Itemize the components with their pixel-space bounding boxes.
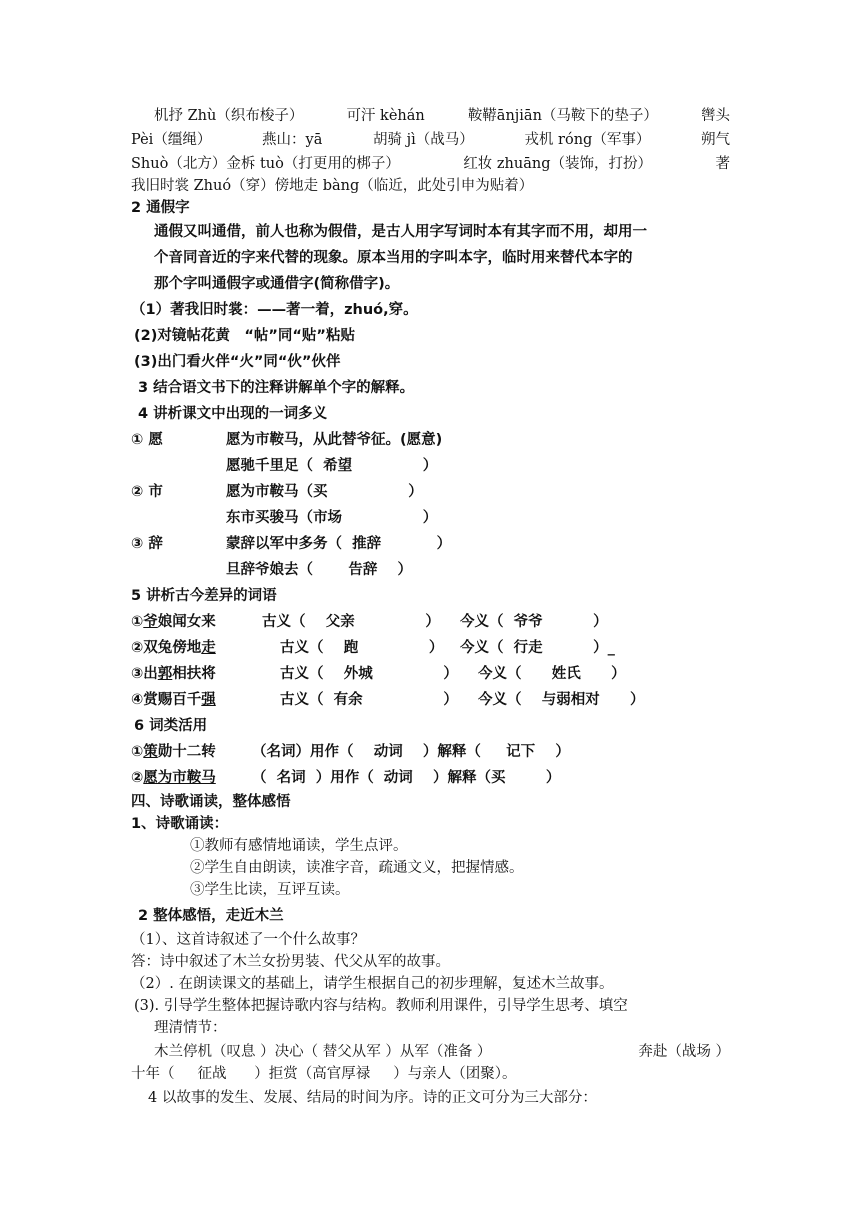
section-heading-4: 4 讲析课文中出现的一词多义: [138, 406, 328, 422]
vocab-line-4: 我旧时裳 Zhuó（穿）傍地走 bàng（临近，此处引申为贴着）: [131, 178, 534, 194]
word-class-explain: （名词）用作（ 动词 ）解释（ 记下 ）: [252, 744, 570, 760]
vocab-line-1: [154, 106, 730, 126]
gujin-modern: 今义（ 姓氏 ）: [478, 666, 626, 682]
word-class-row: ②愿为市鞍马: [131, 770, 216, 786]
vocab-item: 红妆 zhuāng（装饰，打扮）: [463, 156, 653, 172]
polysemy-sentence: 蒙辞以军中多务（ 推辞 ）: [226, 536, 452, 552]
question-3-cont: 理清情节：: [154, 1020, 227, 1036]
section-heading-3: 3 结合语文书下的注释讲解单个字的解释。: [138, 380, 415, 396]
gujin-modern: 今义（ 行走 ）_: [460, 640, 615, 656]
subheading-recite: 1、诗歌诵读：: [131, 816, 229, 832]
vocab-item: 著: [715, 156, 730, 172]
vocab-item: 燕山：yā: [262, 132, 323, 148]
last-line: 4 以故事的发生、发展、结局的时间为序。诗的正文可分为三大部分：: [148, 1090, 597, 1106]
vocab-item: 鞍鞯ānjiān（马鞍下的垫子）: [467, 108, 658, 124]
plot-seg: 奔赴（战场 ）: [638, 1044, 730, 1060]
gujin-ancient: 古义（ 父亲 ）: [262, 614, 440, 630]
gujin-modern: 今义（ 爷爷 ）: [460, 614, 608, 630]
gujin-ancient: 古义（ 跑 ）: [280, 640, 444, 656]
gujin-ancient: 古义（ 有余 ）: [280, 692, 458, 708]
polysemy-sentence: 愿驰千里足（ 希望 ）: [226, 458, 438, 474]
tongjia-example-1: （1）著我旧时裳：——著一着，zhuó,穿。: [131, 302, 418, 318]
tongjia-para-1: 通假又叫通借，前人也称为假借，是古人用字写词时本有其字而不用，却用一: [154, 224, 647, 240]
tongjia-example-2: (2)对镜帖花黄 “帖”同“贴”粘贴: [134, 328, 355, 344]
recite-step: ①教师有感情地诵读，学生点评。: [190, 838, 408, 854]
vocab-line-2: [131, 130, 730, 150]
recite-step: ③学生比读，互评互读。: [190, 882, 350, 898]
polysemy-label: ③ 辞: [131, 536, 163, 552]
vocab-item: Shuò（北方）金柝 tuò（打更用的梆子）: [131, 156, 400, 172]
plot-line-2: 十年（ 征战 ）拒赏（高官厚禄 ）与亲人（团聚）。: [131, 1066, 517, 1082]
question-2: （2）. 在朗读课文的基础上，请学生根据自己的初步理解，复述木兰故事。: [131, 976, 614, 992]
answer-1: 答：诗中叙述了木兰女扮男装、代父从军的故事。: [131, 954, 450, 970]
gujin-word: ①爷娘闻女来: [131, 614, 216, 630]
tongjia-para-2: 个音同音近的字来代替的现象。原本当用的字叫本字，临时用来替代本字的: [154, 250, 633, 266]
gujin-word: ③出郭相扶将: [131, 666, 216, 682]
polysemy-sentence: 旦辞爷娘去（ 告辞 ）: [226, 562, 413, 578]
polysemy-label: ① 愿: [131, 432, 163, 448]
vocab-item: 可汗 kèhán: [346, 108, 425, 124]
tongjia-para-3: 那个字叫通假字或通借字(简称借字)。: [154, 276, 400, 292]
vocab-item: 辔头: [700, 108, 730, 124]
plot-line-1: [154, 1042, 730, 1062]
vocab-item: Pèi（缰绳）: [131, 132, 212, 148]
section-heading-6: 6 词类活用: [134, 718, 208, 734]
word-class-row: ①策勋十二转: [131, 744, 216, 760]
polysemy-sentence: 愿为市鞍马，从此替爷征。(愿意): [226, 432, 443, 448]
word-class-explain: （ 名词 ）用作（ 动词 ）解释（买 ）: [252, 770, 561, 786]
plot-seg: 木兰停机（叹息 ）决心（ 替父从军 ）从军（准备 ）: [154, 1044, 492, 1060]
subheading-perception: 2 整体感悟，走近木兰: [138, 908, 284, 924]
question-3: (3). 引导学生整体把握诗歌内容与结构。教师利用课件，引导学生思考、填空: [134, 998, 628, 1014]
vocab-item: 胡骑 jì（战马）: [373, 132, 474, 148]
vocab-item: 朔气: [701, 132, 730, 148]
vocab-item: 戎机 róng（军事）: [524, 132, 651, 148]
vocab-item: 机抒 Zhù（织布梭子）: [154, 108, 304, 124]
polysemy-label: ② 市: [131, 484, 163, 500]
section-heading-part4: 四、诗歌诵读，整体感悟: [131, 794, 291, 810]
gujin-modern: 今义（ 与弱相对 ）: [478, 692, 645, 708]
tongjia-example-3: (3)出门看火伴“火”同“伙”伙伴: [134, 354, 341, 370]
section-heading-5: 5 讲析古今差异的词语: [131, 588, 277, 604]
section-heading-tongjia: 2 通假字: [131, 200, 190, 216]
polysemy-sentence: 愿为市鞍马（买 ）: [226, 484, 423, 500]
question-1: （1）、这首诗叙述了一个什么故事？: [131, 932, 365, 948]
gujin-ancient: 古义（ 外城 ）: [280, 666, 458, 682]
gujin-word: ②双兔傍地走: [131, 640, 216, 656]
vocab-line-3: [131, 154, 730, 174]
recite-step: ②学生自由朗读，读准字音，疏通文义，把握情感。: [190, 860, 524, 876]
gujin-word: ④赏赐百千强: [131, 692, 216, 708]
polysemy-sentence: 东市买骏马（市场 ）: [226, 510, 438, 526]
